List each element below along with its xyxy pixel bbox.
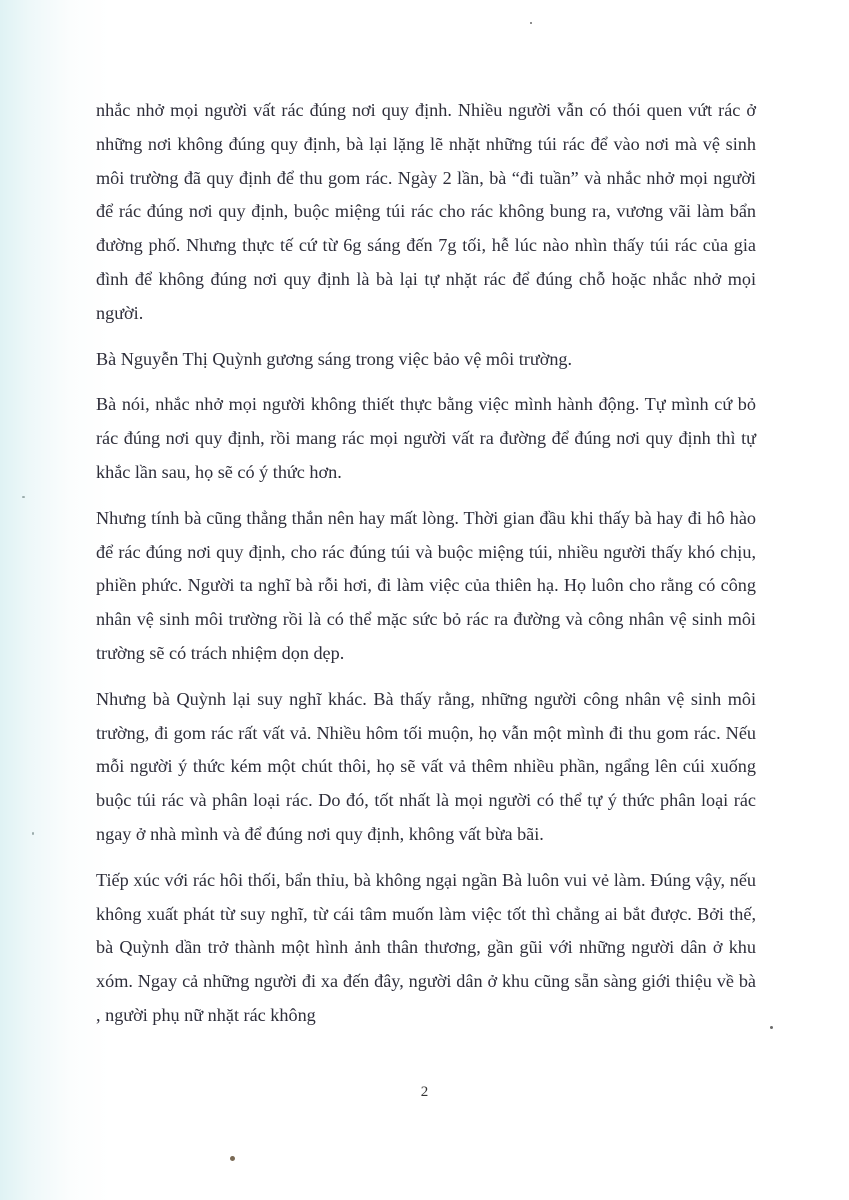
paragraph-5: Nhưng bà Quỳnh lại suy nghĩ khác. Bà thấy rằng, những người công nhân vệ sinh môi trường, đi gom rác rất vất vả. Nhiều hôm tối muộn, họ vẫn một mình đi thu gom rác. Nếu mỗi người ý thức kém một chút thôi, họ sẽ vất vả thêm nhiều phần, ngẩng lên cúi xuống buộc túi rác và phân loại rác. Do đó, tốt nhất là mọi người có thể tự ý thức phân loại rác ngay ở nhà mình và để đúng nơi quy định, không vất bừa bãi. [96, 688, 756, 844]
scan-speck [32, 832, 34, 835]
paragraph-1: nhắc nhở mọi người vất rác đúng nơi quy định. Nhiều người vẫn có thói quen vứt rác ở những nơi không đúng quy định, bà lại lặng lẽ nhặt những túi rác để vào nơi mà vệ sinh môi trường đã quy định để thu gom rác. Ngày 2 lần, bà “đi tuần” và nhắc nhở mọi người để rác đúng nơi quy định, buộc miệng túi rác cho rác không bung ra, vương vãi làm bẩn đường phố. Nhưng thực tế cứ từ 6g sáng đến 7g tối, hễ lúc nào nhìn thấy túi rác của gia đình để không đúng nơi quy định là bà lại tự nhặt rác để đúng chỗ hoặc nhắc nhở mọi người. [96, 100, 756, 323]
paragraph-2-caption: Bà Nguyễn Thị Quỳnh gương sáng trong việc bảo vệ môi trường. [96, 348, 573, 369]
paragraph-3: Bà nói, nhắc nhở mọi người không thiết thực bằng việc mình hành động. Tự mình cứ bỏ rác đúng nơi quy định, rồi mang rác mọi người vất ra đường để đúng nơi quy định thì tự khắc lần sau, họ sẽ có ý thức hơn. [96, 394, 756, 482]
paragraph-4: Nhưng tính bà cũng thẳng thắn nên hay mất lòng. Thời gian đầu khi thấy bà hay đi hô hào để rác đúng nơi quy định, cho rác đúng túi và buộc miệng túi, nhiều người thấy khó chịu, phiền phức. Người ta nghĩ bà rỗi hơi, đi làm việc của thiên hạ. Họ luôn cho rằng có công nhân vệ sinh môi trường rồi là có thể mặc sức bỏ rác ra đường và công nhân vệ sinh môi trường sẽ có trách nhiệm dọn dẹp. [96, 507, 756, 663]
scan-speck [530, 22, 532, 24]
scan-speck [230, 1156, 235, 1161]
page-number: 2 [420, 1084, 429, 1100]
paragraph-6: Tiếp xúc với rác hôi thối, bẩn thỉu, bà không ngại ngần Bà luôn vui vẻ làm. Đúng vậy, nếu không xuất phát từ suy nghĩ, từ cái tâm muốn làm việc tốt thì chẳng ai bắt được. Bởi thế, bà Quỳnh dần trở thành một hình ảnh thân thương, gần gũi với những người dân ở khu xóm. Ngay cả những người đi xa đến đây, người dân ở khu cũng sẵn sàng giới thiệu về bà , người phụ nữ nhặt rác không [96, 869, 756, 1025]
scan-speck [770, 1026, 773, 1029]
scan-speck [22, 496, 25, 498]
body-text [96, 94, 756, 1033]
